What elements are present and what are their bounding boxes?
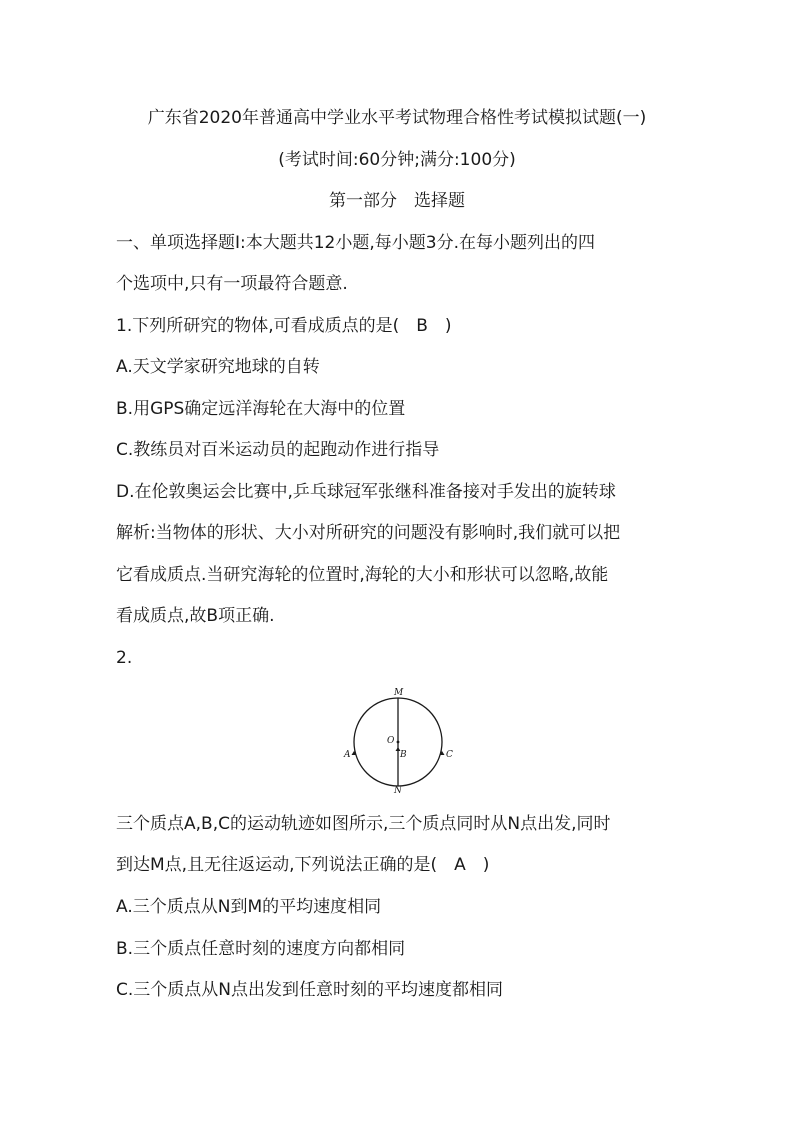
question-1-analysis-line-3: 看成质点,故B项正确. <box>116 606 275 626</box>
question-1-option-b: B.用GPS确定远洋海轮在大海中的位置 <box>116 399 406 419</box>
question-1-stem: 1.下列所研究的物体,可看成质点的是( B ) <box>116 316 452 336</box>
page-title: 广东省2020年普通高中学业水平考试物理合格性考试模拟试题(一) <box>147 108 647 128</box>
question-2-stem-line-2: 到达M点,且无往返运动,下列说法正确的是( A ) <box>116 855 490 875</box>
question-2-option-c: C.三个质点从N点出发到任意时刻的平均速度都相同 <box>116 980 503 1000</box>
question-1-option-a: A.天文学家研究地球的自转 <box>116 357 320 377</box>
label-o: O <box>387 736 395 746</box>
center-point-o <box>397 741 400 744</box>
part-heading: 第一部分 选择题 <box>329 191 465 211</box>
question-2-number: 2. <box>116 648 133 668</box>
label-b: B <box>400 750 407 760</box>
section-instruction-line-2: 个选项中,只有一项最符合题意. <box>116 274 348 294</box>
question-1-option-c: C.教练员对百米运动员的起跑动作进行指导 <box>116 440 440 460</box>
label-m: M <box>394 688 404 698</box>
question-2-stem-line-1: 三个质点A,B,C的运动轨迹如图所示,三个质点同时从N点出发,同时 <box>116 814 611 834</box>
trajectory-figure <box>340 685 460 795</box>
question-1-option-d: D.在伦敦奥运会比赛中,乒乓球冠军张继科准备接对手发出的旋转球 <box>116 482 616 502</box>
section-instruction-line-1: 一、单项选择题Ⅰ:本大题共12小题,每小题3分.在每小题列出的四 <box>116 233 595 253</box>
question-1-analysis-line-1: 解析:当物体的形状、大小对所研究的问题没有影响时,我们就可以把 <box>116 523 621 543</box>
exam-info: (考试时间:60分钟;满分:100分) <box>278 150 516 170</box>
question-1-analysis-line-2: 它看成质点.当研究海轮的位置时,海轮的大小和形状可以忽略,故能 <box>116 565 609 585</box>
label-a: A <box>344 750 351 760</box>
label-n: N <box>394 786 402 795</box>
question-2-option-b: B.三个质点任意时刻的速度方向都相同 <box>116 939 406 959</box>
label-c: C <box>446 750 453 760</box>
question-2-option-a: A.三个质点从N到M的平均速度相同 <box>116 897 382 917</box>
